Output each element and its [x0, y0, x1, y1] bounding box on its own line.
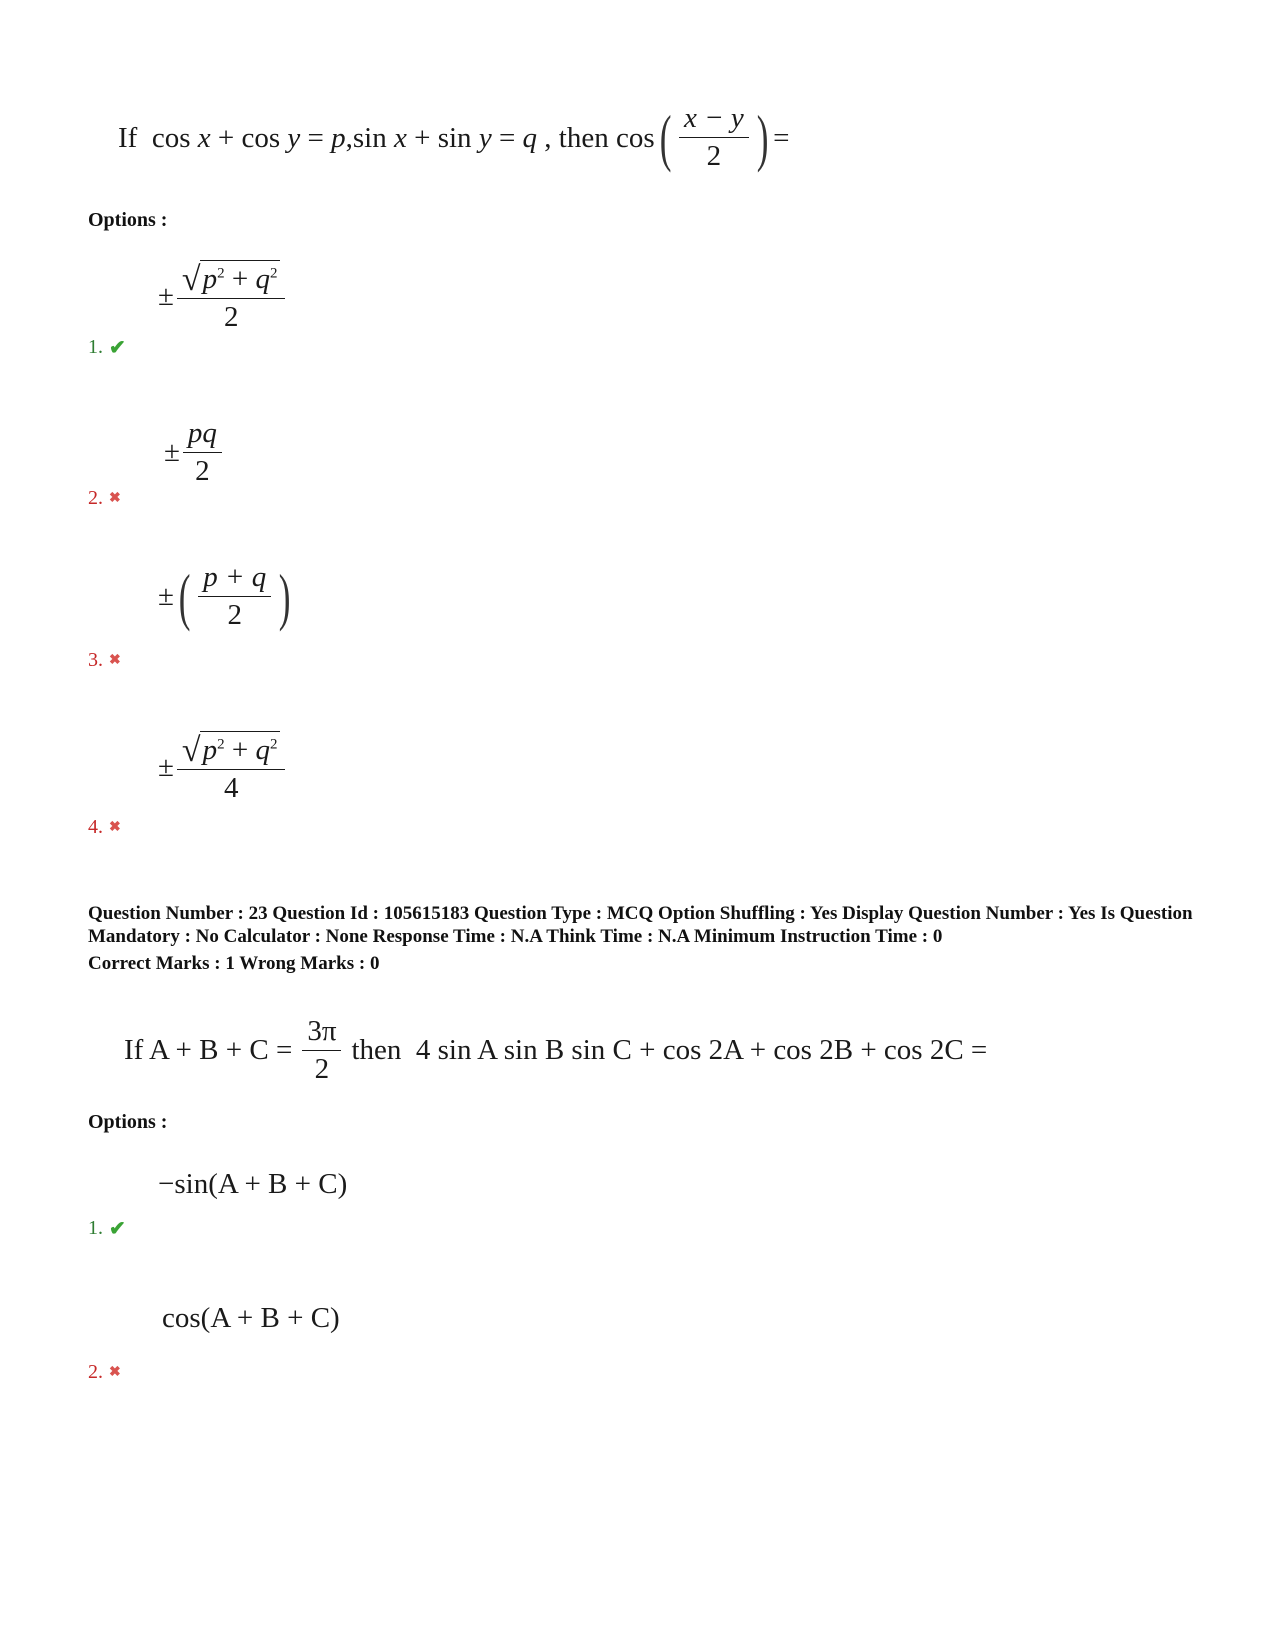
stem-then: then: [558, 121, 609, 154]
stem-op: =: [773, 121, 790, 154]
left-paren: (: [178, 560, 191, 632]
var: p: [202, 263, 218, 295]
fraction-denominator: 2: [195, 454, 210, 487]
q23-option-2-number: [88, 1361, 121, 1384]
q22-option-2-number: [88, 487, 121, 510]
stem-var: y: [478, 121, 492, 154]
check-icon: ✔: [109, 1218, 126, 1240]
option-number: 3.: [88, 649, 103, 671]
option-number: 2.: [88, 1361, 103, 1383]
var: q: [255, 263, 270, 295]
stem-cos: cos: [615, 121, 655, 154]
plus-minus: ±: [158, 580, 174, 613]
option-fraction: [198, 562, 271, 632]
option-number: 2.: [88, 487, 103, 509]
left-paren: (: [659, 102, 672, 173]
check-icon: ✔: [109, 337, 126, 359]
q23-metadata: Question Number : 23 Question Id : 105615183 Question Type : MCQ Option Shuffling : Yes Display Question Number : Yes Is Question Mandatory : No Calculator : None Response Time : N.A Think Time : N.A Minimum Instruction Time : 0: [88, 903, 1193, 947]
q23-marks: Correct Marks : 1 Wrong Marks : 0: [88, 953, 380, 974]
stem-op: +: [217, 121, 235, 154]
plus-minus: ±: [158, 751, 174, 784]
exponent: 2: [269, 736, 278, 753]
q22-stem: [118, 100, 789, 176]
fraction-numerator: 3π: [302, 1016, 341, 1051]
stem-punct: ,: [345, 121, 353, 154]
radicand: [200, 731, 281, 768]
fraction-denominator: 2: [227, 598, 243, 631]
q23-option-1-number: [88, 1216, 126, 1241]
option-number: 1.: [88, 336, 103, 358]
stem-var: x: [393, 121, 407, 154]
cross-icon: ✖: [109, 491, 121, 506]
fraction-denominator: 2: [223, 300, 239, 333]
option-fraction: [183, 418, 222, 488]
q22-options-label: Options :: [88, 209, 168, 231]
stem-fraction: [302, 1016, 341, 1086]
stem-var: x: [197, 121, 211, 154]
fraction-denominator: 2: [706, 140, 722, 172]
stem-cos: cos: [241, 121, 281, 154]
stem-op: +: [414, 121, 431, 154]
stem-var: p: [331, 121, 346, 154]
exponent: 2: [269, 265, 278, 282]
option-number: 4.: [88, 816, 103, 838]
q22-option-4-number: [88, 816, 121, 839]
q22-option-1-expr: [158, 260, 288, 334]
fraction-numerator: [177, 260, 286, 299]
fraction-numerator: p + q: [198, 562, 271, 597]
plus-minus: ±: [164, 436, 180, 469]
stem-if: If: [118, 121, 138, 154]
q23-option-1-expr: −sin(A + B + C): [158, 1168, 348, 1200]
cross-icon: ✖: [109, 653, 121, 668]
fraction-denominator: 2: [314, 1052, 330, 1085]
q22-option-3-number: [88, 649, 121, 672]
stem-lhs: If A + B + C =: [124, 1034, 293, 1067]
q22-option-2-expr: [164, 418, 225, 488]
q23-option-2-expr: cos(A + B + C): [162, 1302, 340, 1334]
radical-sign: √: [181, 260, 201, 298]
fraction-numerator: pq: [183, 418, 222, 453]
q23-options-label: Options :: [88, 1111, 168, 1133]
var: q: [255, 734, 270, 766]
fraction-denominator: 4: [223, 771, 239, 804]
q22-option-4-expr: [158, 731, 288, 805]
op: +: [231, 734, 249, 766]
sqrt: [182, 731, 281, 768]
q22-option-1-number: [88, 335, 126, 360]
var: p: [202, 734, 218, 766]
op: +: [231, 263, 249, 295]
stem-sin: sin: [352, 121, 387, 154]
sqrt: [182, 260, 281, 297]
q22-option-3-expr: [158, 562, 296, 632]
exponent: 2: [217, 265, 225, 282]
cross-icon: ✖: [109, 820, 121, 835]
fraction-numerator: x − y: [679, 103, 749, 138]
option-fraction: [177, 260, 286, 334]
option-number: 1.: [88, 1217, 103, 1239]
stem-cos: cos: [151, 121, 191, 154]
stem-op: =: [307, 121, 324, 154]
q23-stem: [124, 1016, 987, 1086]
right-paren: ): [756, 102, 769, 173]
exponent: 2: [217, 736, 225, 753]
stem-sin: sin: [437, 121, 472, 154]
stem-punct: ,: [544, 121, 552, 154]
stem-fraction: [679, 103, 749, 173]
option-fraction: [177, 731, 286, 805]
stem-var: q: [522, 121, 538, 154]
radicand: [200, 260, 281, 297]
plus-minus: ±: [158, 280, 174, 313]
stem-rhs: then 4 sin A sin B sin C + cos 2A + cos 2B + cos 2C =: [351, 1034, 988, 1067]
fraction-numerator: [177, 731, 286, 770]
radical-sign: √: [181, 731, 201, 769]
right-paren: ): [279, 560, 291, 632]
stem-op: =: [498, 121, 516, 154]
cross-icon: ✖: [109, 1365, 121, 1380]
stem-var: y: [287, 121, 301, 154]
